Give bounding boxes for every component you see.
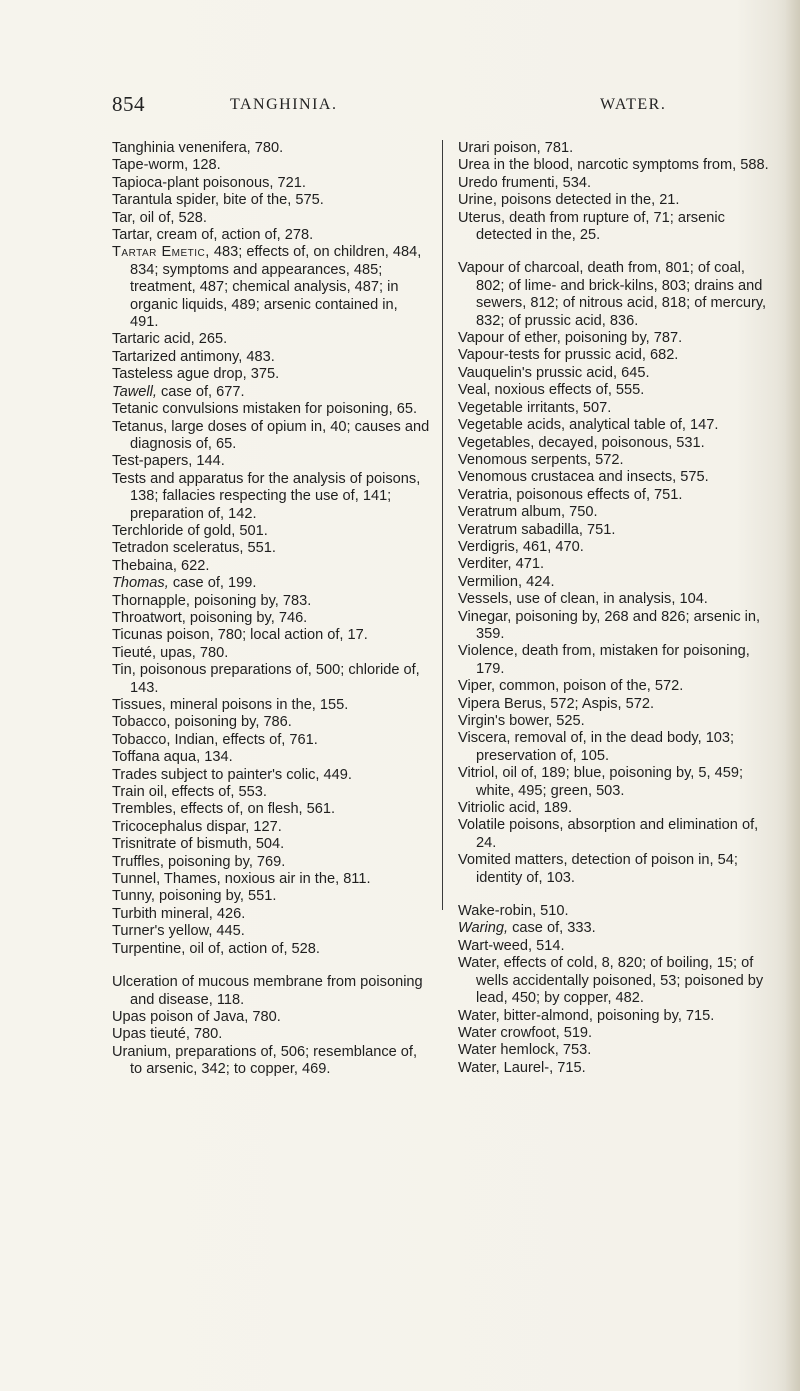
index-column-right xyxy=(458,140,776,1077)
index-entry xyxy=(458,1042,776,1059)
index-entry-text: Vitriol, oil of, 189; blue, poisoning by, 5, 459; white, 495; green, 503. xyxy=(458,765,744,799)
index-entry-text: Vapour of ether, poisoning by, 787. xyxy=(458,330,683,347)
index-entry-text: case of, 333. xyxy=(508,920,596,937)
index-entry-text: Vessels, use of clean, in analysis, 104. xyxy=(458,591,708,608)
index-entry xyxy=(458,556,776,573)
index-entry-text: Urea in the blood, narcotic symptoms from, 588. xyxy=(458,157,769,174)
index-entry-text: Volatile poisons, absorption and elimination of, 24. xyxy=(458,817,759,851)
index-entry-heading: Waring, xyxy=(458,920,509,937)
index-entry xyxy=(112,1009,430,1026)
index-entry xyxy=(112,540,430,557)
index-entry xyxy=(112,575,430,592)
index-entry xyxy=(112,471,430,523)
index-entry-text: Tetanus, large doses of opium in, 40; causes and diagnosis of, 65. xyxy=(112,418,430,452)
index-entry-text: Water, Laurel-, 715. xyxy=(458,1059,586,1076)
index-entry-text: Venomous crustacea and insects, 575. xyxy=(458,469,709,486)
index-entry-text: Water hemlock, 753. xyxy=(458,1042,592,1059)
index-entry xyxy=(458,955,776,1007)
index-entry-text: Tarantula spider, bite of the, 575. xyxy=(112,192,324,209)
index-entry xyxy=(458,504,776,521)
index-entry xyxy=(458,817,776,852)
index-entry xyxy=(458,1060,776,1077)
index-entry-text: Urine, poisons detected in the, 21. xyxy=(458,192,680,209)
running-header xyxy=(0,92,800,118)
index-entry xyxy=(112,784,430,801)
index-entry-text: case of, 677. xyxy=(156,383,245,400)
index-entry-text: Vapour-tests for prussic acid, 682. xyxy=(458,347,679,364)
index-entry xyxy=(458,417,776,434)
index-entry-text: Tanghinia venenifera, 780. xyxy=(112,140,284,156)
index-entry-text: Trembles, effects of, on flesh, 561. xyxy=(112,801,336,818)
index-entry xyxy=(112,349,430,366)
index-entry-text: Trisnitrate of bismuth, 504. xyxy=(112,836,285,853)
index-entry-text: Tetanic convulsions mistaken for poisoning, 65. xyxy=(112,401,418,418)
index-entry-text: Viscera, removal of, in the dead body, 103; preservation of, 105. xyxy=(458,730,735,764)
index-entry xyxy=(458,452,776,469)
index-entry xyxy=(458,730,776,765)
index-entry-text: Turbith mineral, 426. xyxy=(112,905,246,922)
index-entry xyxy=(458,347,776,364)
index-entry xyxy=(112,453,430,470)
index-entry xyxy=(112,749,430,766)
index-entry xyxy=(112,401,430,418)
index-entry xyxy=(112,1044,430,1079)
index-entry xyxy=(458,365,776,382)
index-entry-text: Vitriolic acid, 189. xyxy=(458,800,573,817)
index-entry xyxy=(458,175,776,192)
index-entry-text: Water crowfoot, 519. xyxy=(458,1024,593,1041)
index-entry xyxy=(458,852,776,887)
index-entry xyxy=(112,227,430,244)
page-edge xyxy=(786,0,800,1391)
index-entry-text: Tissues, mineral poisons in the, 155. xyxy=(112,697,349,713)
index-entry xyxy=(458,522,776,539)
index-entry xyxy=(112,923,430,940)
index-entry-text: Toffana aqua, 134. xyxy=(112,749,233,766)
index-entry xyxy=(458,140,776,157)
index-entry-text: Veratrum album, 750. xyxy=(458,504,598,521)
index-entry-text: Turpentine, oil of, action of, 528. xyxy=(112,940,320,957)
index-entry-text: Uredo frumenti, 534. xyxy=(458,174,592,191)
index-entry xyxy=(458,330,776,347)
index-entry xyxy=(112,732,430,749)
index-entry-text: Truffles, poisoning by, 769. xyxy=(112,853,286,870)
index-entry xyxy=(112,888,430,905)
index-entry xyxy=(458,400,776,417)
index-entry xyxy=(112,593,430,610)
index-entry-text: Tricocephalus dispar, 127. xyxy=(112,818,282,835)
index-entry-text: Tetradon sceleratus, 551. xyxy=(112,540,276,557)
index-entry xyxy=(458,643,776,678)
index-entry-text: Viper, common, poison of the, 572. xyxy=(458,678,684,695)
index-entry xyxy=(458,210,776,245)
index-entry-text: Ulceration of mucous membrane from poisoning and disease, 118. xyxy=(112,974,423,1008)
page-number: 854 xyxy=(112,92,145,116)
index-entry xyxy=(112,558,430,575)
index-entry xyxy=(458,469,776,486)
index-entry xyxy=(112,140,430,157)
index-entry-text: Vegetable irritants, 507. xyxy=(458,399,612,416)
index-entry-heading: Tawell, xyxy=(112,383,157,400)
index-entry-text: Venomous serpents, 572. xyxy=(458,451,624,468)
index-entry xyxy=(458,157,776,174)
index-entry-text: Vipera Berus, 572; Aspis, 572. xyxy=(458,695,655,712)
index-entry-text: Uranium, preparations of, 506; resemblance of, to arsenic, 342; to copper, 469. xyxy=(112,1043,418,1078)
index-entry xyxy=(112,210,430,227)
index-entry xyxy=(112,366,430,383)
index-entry-text: Urari poison, 781. xyxy=(458,140,574,156)
index-entry xyxy=(458,800,776,817)
index-entry xyxy=(458,539,776,556)
index-entry xyxy=(112,767,430,784)
column-divider xyxy=(442,140,443,910)
index-entry xyxy=(112,419,430,454)
index-entry-text: Tests and apparatus for the analysis of poisons, 138; fallacies respecting the use of, 141; preparation of, 142. xyxy=(112,470,421,522)
running-head-left: TANGHINIA. xyxy=(230,96,338,113)
index-entry xyxy=(458,938,776,955)
index-entry xyxy=(112,974,430,1009)
index-entry-text: Tape-worm, 128. xyxy=(112,157,221,174)
index-entry-text: Wake-robin, 510. xyxy=(458,903,569,920)
index-entry-text: Throatwort, poisoning by, 746. xyxy=(112,609,308,626)
index-entry-text: Vegetables, decayed, poisonous, 531. xyxy=(458,434,705,451)
index-entry-text: Upas poison of Java, 780. xyxy=(112,1008,281,1025)
index-entry xyxy=(112,384,430,401)
index-entry-text: Vermilion, 424. xyxy=(458,573,555,590)
index-entry xyxy=(112,854,430,871)
index-entry-text: Verditer, 471. xyxy=(458,556,545,573)
index-entry-text: Vegetable acids, analytical table of, 147. xyxy=(458,417,719,434)
index-entry xyxy=(458,696,776,713)
index-entry-text: Tapioca-plant poisonous, 721. xyxy=(112,174,306,191)
index-entry xyxy=(458,435,776,452)
index-entry-text: Tunnel, Thames, noxious air in the, 811. xyxy=(112,871,371,888)
index-entry-text: Wart-weed, 514. xyxy=(458,937,565,954)
index-entry-text: Water, effects of cold, 8, 820; of boiling, 15; of wells accidentally poisoned, 53; poisoned by lead, 450; by copper, 482. xyxy=(458,955,764,1007)
index-entry-text: Veratrum sabadilla, 751. xyxy=(458,521,616,538)
index-entry xyxy=(112,836,430,853)
index-entry-text: Turner's yellow, 445. xyxy=(112,923,245,940)
index-entry xyxy=(458,903,776,920)
index-entry-text: Train oil, effects of, 553. xyxy=(112,784,267,801)
index-entry-text: Tartaric acid, 265. xyxy=(112,331,228,348)
index-entry xyxy=(458,192,776,209)
index-entry xyxy=(112,610,430,627)
index-entry-text: Thornapple, poisoning by, 783. xyxy=(112,592,312,609)
index-entry xyxy=(112,906,430,923)
index-entry xyxy=(112,941,430,958)
index-entry-text: Tartarized antimony, 483. xyxy=(112,348,275,365)
index-entry xyxy=(112,331,430,348)
index-entry xyxy=(458,574,776,591)
index-entry xyxy=(112,192,430,209)
index-entry-text: Trades subject to painter's colic, 449. xyxy=(112,766,352,783)
index-entry-text: Vapour of charcoal, death from, 801; of coal, 802; of lime- and brick-kilns, 803; drains and sewers, 812; of nitrous acid, 818; of mercury, 832; of prussic acid, 836. xyxy=(458,260,767,329)
index-entry-text: Upas tieuté, 780. xyxy=(112,1026,223,1043)
index-column-left xyxy=(112,140,430,1079)
index-entry-heading: Thomas, xyxy=(112,575,169,592)
index-entry-text: Tartar, cream of, action of, 278. xyxy=(112,227,314,244)
index-entry-text: Verdigris, 461, 470. xyxy=(458,538,584,555)
index-entry xyxy=(112,627,430,644)
index-entry xyxy=(458,920,776,937)
index-entry xyxy=(112,697,430,714)
index-entry-text: case of, 199. xyxy=(168,575,257,592)
index-entry-text: Tobacco, poisoning by, 786. xyxy=(112,714,292,731)
index-entry xyxy=(112,645,430,662)
index-entry xyxy=(112,714,430,731)
index-entry xyxy=(458,382,776,399)
index-entry-text: Tunny, poisoning by, 551. xyxy=(112,888,277,905)
index-entry xyxy=(112,1026,430,1043)
index-entry xyxy=(112,244,430,331)
index-entry-text: Test-papers, 144. xyxy=(112,453,225,470)
index-entry xyxy=(458,678,776,695)
index-entry-text: Tin, poisonous preparations of, 500; chloride of, 143. xyxy=(112,662,420,696)
index-entry-text: Terchloride of gold, 501. xyxy=(112,522,268,539)
index-entry-text: Uterus, death from rupture of, 71; arsenic detected in the, 25. xyxy=(458,209,725,244)
index-entry-text: Water, bitter-almond, poisoning by, 715. xyxy=(458,1007,715,1024)
index-entry-text: Veratria, poisonous effects of, 751. xyxy=(458,486,683,503)
index-entry xyxy=(112,871,430,888)
index-entry-text: Tieuté, upas, 780. xyxy=(112,644,229,661)
index-entry-text: Tasteless ague drop, 375. xyxy=(112,366,280,383)
index-entry xyxy=(458,260,776,330)
index-entry xyxy=(112,523,430,540)
index-entry-text: Vinegar, poisoning by, 268 and 826; arsenic in, 359. xyxy=(458,608,761,642)
index-entry-text: Vauquelin's prussic acid, 645. xyxy=(458,364,650,381)
index-entry xyxy=(458,591,776,608)
index-entry-heading: Tartar Emetic, xyxy=(112,244,210,261)
index-entry xyxy=(458,1025,776,1042)
index-entry-text: Tar, oil of, 528. xyxy=(112,209,207,226)
running-head-right: WATER. xyxy=(600,96,667,113)
index-entry xyxy=(112,157,430,174)
index-entry xyxy=(458,487,776,504)
index-entry xyxy=(458,609,776,644)
index-entry-text: Tobacco, Indian, effects of, 761. xyxy=(112,731,318,748)
index-entry xyxy=(458,765,776,800)
index-entry-text: Thebaina, 622. xyxy=(112,557,210,574)
index-entry-text: Veal, noxious effects of, 555. xyxy=(458,382,645,399)
index-entry xyxy=(112,662,430,697)
index-entry xyxy=(112,801,430,818)
index-entry-text: 483; effects of, on children, 484, 834; symptoms and appearances, 485; treatment, 487; chemical analysis, 487; in organic liquids, 489; arsenic contained in, 491. xyxy=(130,244,422,331)
index-entry-text: Ticunas poison, 780; local action of, 17. xyxy=(112,627,368,644)
index-entry-text: Violence, death from, mistaken for poisoning, 179. xyxy=(458,643,750,677)
index-entry xyxy=(112,819,430,836)
index-entry xyxy=(458,713,776,730)
index-entry-text: Virgin's bower, 525. xyxy=(458,713,585,729)
index-entry-text: Vomited matters, detection of poison in, 54; identity of, 103. xyxy=(458,852,738,886)
index-entry xyxy=(458,1008,776,1025)
index-entry xyxy=(112,175,430,192)
